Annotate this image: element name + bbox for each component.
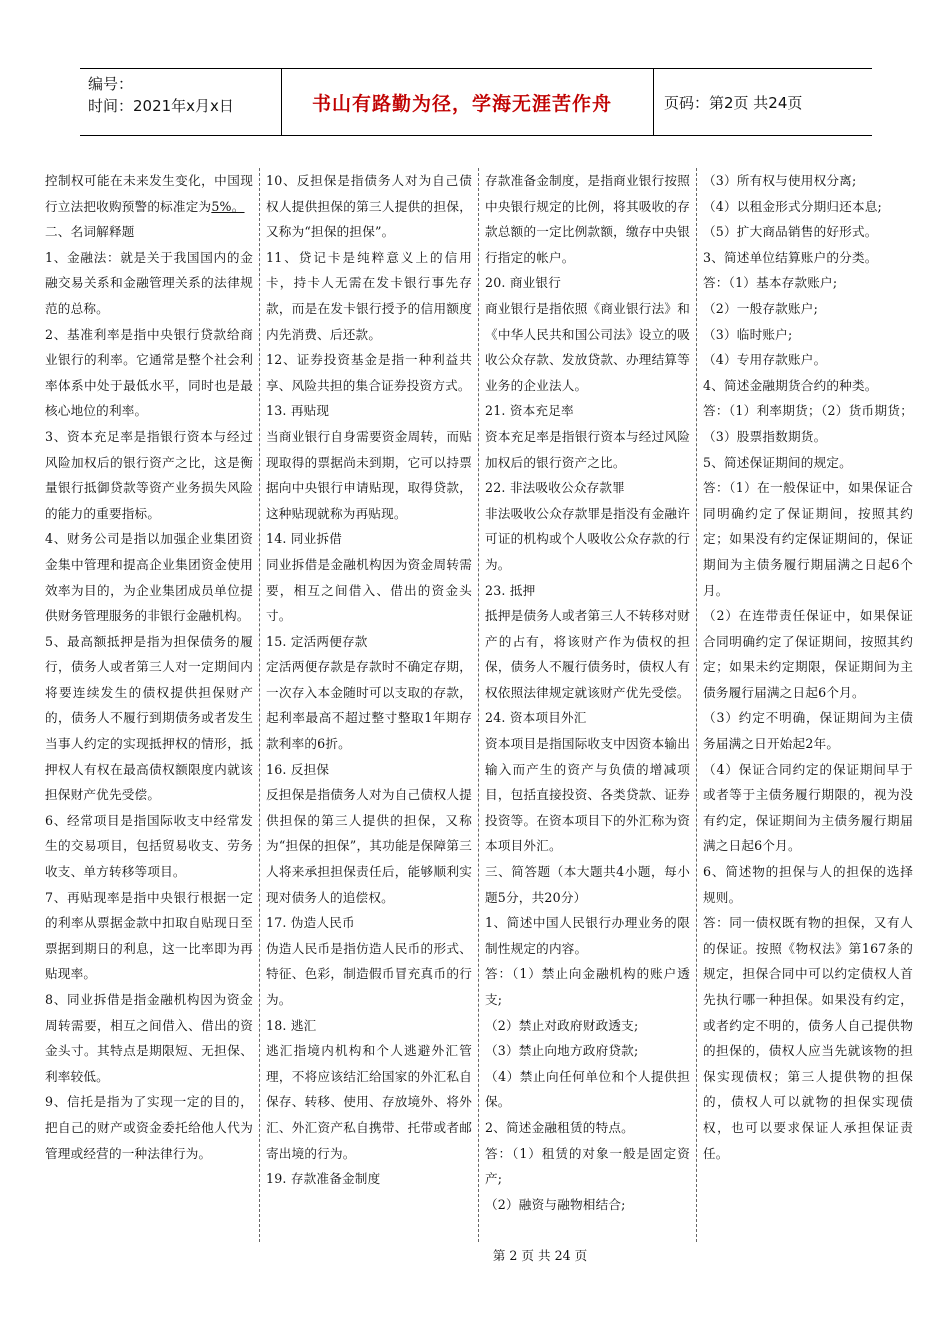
paragraph: 12、证券投资基金是指一种利益共享、风险共担的集合证券投资方式。 xyxy=(266,352,472,393)
paragraph: （3）临时账户; xyxy=(703,326,793,342)
paragraph: （2）在连带责任保证中，如果保证合同明确约定了保证期间，按照其约定；如果未约定期限，保证期间为主债务履行届满之日起6个月。 xyxy=(703,608,913,700)
paragraph: 23. 抵押 xyxy=(485,582,536,598)
paragraph: 非法吸收公众存款罪是指没有金融许可证的机构或个人吸收公众存款的行为。 xyxy=(485,505,690,572)
paragraph: 22. 非法吸收公众存款罪 xyxy=(485,480,625,496)
column-4 xyxy=(696,168,913,1242)
paragraph: 二、名词解释题 xyxy=(45,224,135,240)
paragraph: 抵押是债务人或者第三人不转移对财产的占有，将该财产作为债权的担保，债务人不履行债务时，债权人有权依照法律规定就该财产优先受偿。 xyxy=(485,608,690,700)
paragraph: 资本项目是指国际收支中因资本输出输入而产生的资产与负债的增减项目，包括直接投资、各类贷款、证券投资等。在资本项目下的外汇称为资本项目外汇。 xyxy=(485,736,690,854)
paragraph: 1、金融法：就是关于我国国内的金融交易关系和金融管理关系的法律规范的总称。 xyxy=(45,249,253,316)
paragraph: （2）禁止对政府财政透支; xyxy=(485,1017,639,1033)
paragraph: （2）融资与融物相结合; xyxy=(485,1196,626,1212)
paragraph: 6、经常项目是指国际收支中经常发生的交易项目，包括贸易收支、劳务收支、单方转移等项目。 xyxy=(45,812,253,880)
header-page-info: 页码：第2页 共24页 xyxy=(664,93,803,112)
paragraph: 答：同一债权既有物的担保，又有人的保证。按照《物权法》第167条的规定，担保合同中可以约定债权人首先执行哪一种担保。如果没有约定，或者约定不明的，债务人自己提供物的担保的，债权人应当先就该物的担保实现债权；第三人提供物的担保的，债权人可以就物的担保实现债权，也可以要求保证人承担保证责任。 xyxy=(703,915,913,1161)
paragraph: 5、最高额抵押是指为担保债务的履行，债务人或者第三人对一定期间内将要连续发生的债权提供担保财产的，债务人不履行到期债务或者发生当事人约定的实现抵押权的情形，抵押权人有权在最高债权额限度内就该担保财产优先受偿。 xyxy=(45,633,253,803)
paragraph: 答：（1）利率期货；（2）货币期货；（3）股票指数期货。 xyxy=(703,403,913,444)
paragraph: 当商业银行自身需要资金周转，而贴现取得的票据尚未到期，它可以持票据向中央银行申请贴现，取得贷款，这种贴现就称为再贴现。 xyxy=(266,428,472,521)
paragraph: 14. 同业拆借 xyxy=(266,531,343,547)
paragraph: 4、财务公司是指以加强企业集团资金集中管理和提高企业集团资金使用效率为目的，为企业集团成员单位提供财务管理服务的非银行金融机构。 xyxy=(45,531,253,624)
paragraph: 15. 定活两便存款 xyxy=(266,633,368,649)
paragraph: （3）禁止向地方政府贷款; xyxy=(485,1043,639,1059)
paragraph: 8、同业拆借是指金融机构因为资金周转需要，相互之间借入、借出的资金头寸。其特点是期限短、无担保、利率较低。 xyxy=(45,992,253,1084)
column-1 xyxy=(45,168,259,1242)
paragraph: 19. 存款准备金制度 xyxy=(266,1171,381,1187)
threshold-value: 5%。 xyxy=(211,198,245,214)
paragraph: 答：（1）基本存款账户; xyxy=(703,275,838,291)
paragraph: 13. 再贴现 xyxy=(266,403,330,419)
paragraph: 21. 资本充足率 xyxy=(485,403,574,419)
paragraph: 16. 反担保 xyxy=(266,761,330,777)
paragraph: 定活两便存款是存款时不确定存期，一次存入本金随时可以支取的存款，起利率最高不超过整寸整取1年期存款利率的6折。 xyxy=(266,659,472,752)
paragraph: （4）以租金形式分期归还本息; xyxy=(703,198,882,214)
paragraph: 3、资本充足率是指银行资本与经过风险加权后的银行资产之比，这是衡量银行抵御贷款等资产业务损失风险的能力的重要指标。 xyxy=(45,428,253,521)
paragraph: 反担保是指债务人对为自己债权人提供担保的第三人提供的担保，又称为“担保的担保”，其功能是保障第三人将来承担担保责任后，能够顺利实现对债务人的追偿权。 xyxy=(266,787,472,905)
paragraph: 存款准备金制度，是指商业银行按照中央银行规定的比例，将其吸收的存款总额的一定比例款额，缴存中央银行指定的帐户。 xyxy=(485,173,690,265)
page-footer: 第 2 页 共 24 页 xyxy=(492,1248,588,1263)
paragraph: 11、贷记卡是纯粹意义上的信用卡，持卡人无需在发卡银行事先存款，而是在发卡银行授予的信用额度内先消费、后还款。 xyxy=(266,249,472,342)
paragraph: 7、再贴现率是指中央银行根据一定的利率从票据金款中扣取自贴现日至票据到期日的利息，这一比率即为再贴现率。 xyxy=(45,889,253,982)
paragraph: 20. 商业银行 xyxy=(485,275,562,291)
paragraph: 2、基准利率是指中央银行贷款给商业银行的利率。它通常是整个社会利率体系中处于最低水平，同时也是最核心地位的利率。 xyxy=(45,326,253,419)
column-3 xyxy=(478,168,696,1242)
page-header xyxy=(80,68,872,136)
paragraph: 5、简述保证期间的规定。 xyxy=(703,454,852,470)
paragraph: 6、简述物的担保与人的担保的选择规则。 xyxy=(703,864,913,905)
paragraph: 答：（1）租赁的对象一般是固定资产; xyxy=(485,1145,690,1187)
paragraph: 答：（1）在一般保证中，如果保证合同明确约定了保证期间，按照其约定；如果没有约定保证期间的，保证期间为主债务履行期届满之日起6个月。 xyxy=(703,480,913,598)
number-label: 编号： xyxy=(88,75,134,93)
paragraph: 三、简答题（本大题共4小题，每小题5分，共20分） xyxy=(485,864,690,905)
paragraph: 4、简述金融期货合约的种类。 xyxy=(703,377,878,393)
paragraph: （4）专用存款账户。 xyxy=(703,352,827,368)
paragraph: 资本充足率是指银行资本与经过风险加权后的银行资产之比。 xyxy=(485,428,690,470)
paragraph: 3、简述单位结算账户的分类。 xyxy=(703,249,878,265)
paragraph: 伪造人民币是指仿造人民币的形式、特征、色彩，制造假币冒充真币的行为。 xyxy=(266,940,472,1007)
paragraph: 答：（1）禁止向金融机构的账户透支; xyxy=(485,966,690,1007)
paragraph: 9、信托是指为了实现一定的目的，把自己的财产或资金委托给他人代为管理或经营的一种法律行为。 xyxy=(45,1094,253,1161)
paragraph: （3）所有权与使用权分离; xyxy=(703,173,857,188)
column-2 xyxy=(259,168,478,1242)
text-columns xyxy=(45,168,913,1242)
paragraph: 10、反担保是指债务人对为自己债权人提供担保的第三人提供的担保，又称为“担保的担保”。 xyxy=(266,173,472,240)
paragraph: 24. 资本项目外汇 xyxy=(485,710,587,726)
paragraph: 逃汇指境内机构和个人逃避外汇管理，不将应该结汇给国家的外汇私自保存、转移、使用、存放境外、将外汇、外汇资产私自携带、托带或者邮寄出境的行为。 xyxy=(266,1043,472,1161)
paragraph: （4）禁止向任何单位和个人提供担保。 xyxy=(485,1068,690,1110)
paragraph: （2）一般存款账户; xyxy=(703,300,819,316)
paragraph: 1、简述中国人民银行办理业务的限制性规定的内容。 xyxy=(485,915,690,956)
paragraph: 控制权可能在未来发生变化，中国现行立法把收购预警的标准定为5%。 xyxy=(45,173,253,214)
paragraph: （5）扩大商品销售的好形式。 xyxy=(703,224,878,240)
paragraph: 同业拆借是金融机构因为资金周转需要，相互之间借入、借出的资金头寸。 xyxy=(266,556,472,624)
paragraph: 18. 逃汇 xyxy=(266,1017,317,1033)
paragraph: （4）保证合同约定的保证期间早于或者等于主债务履行期限的，视为没有约定，保证期间为主债务履行期届满之日起6个月。 xyxy=(703,761,913,854)
paragraph: 2、简述金融租赁的特点。 xyxy=(485,1119,634,1135)
header-left xyxy=(80,69,282,135)
paragraph: 商业银行是指依照《商业银行法》和《中华人民共和国公司法》设立的吸收公众存款、发放贷款、办理结算等业务的企业法人。 xyxy=(485,300,690,393)
date-line: 时间：2021年x月x日 xyxy=(88,97,234,115)
paragraph: （3）约定不明确，保证期间为主债务届满之日开始起2年。 xyxy=(703,710,913,752)
paragraph: 17. 伪造人民币 xyxy=(266,915,355,931)
header-motto: 书山有路勤为径，学海无涯苦作舟 xyxy=(282,69,654,135)
